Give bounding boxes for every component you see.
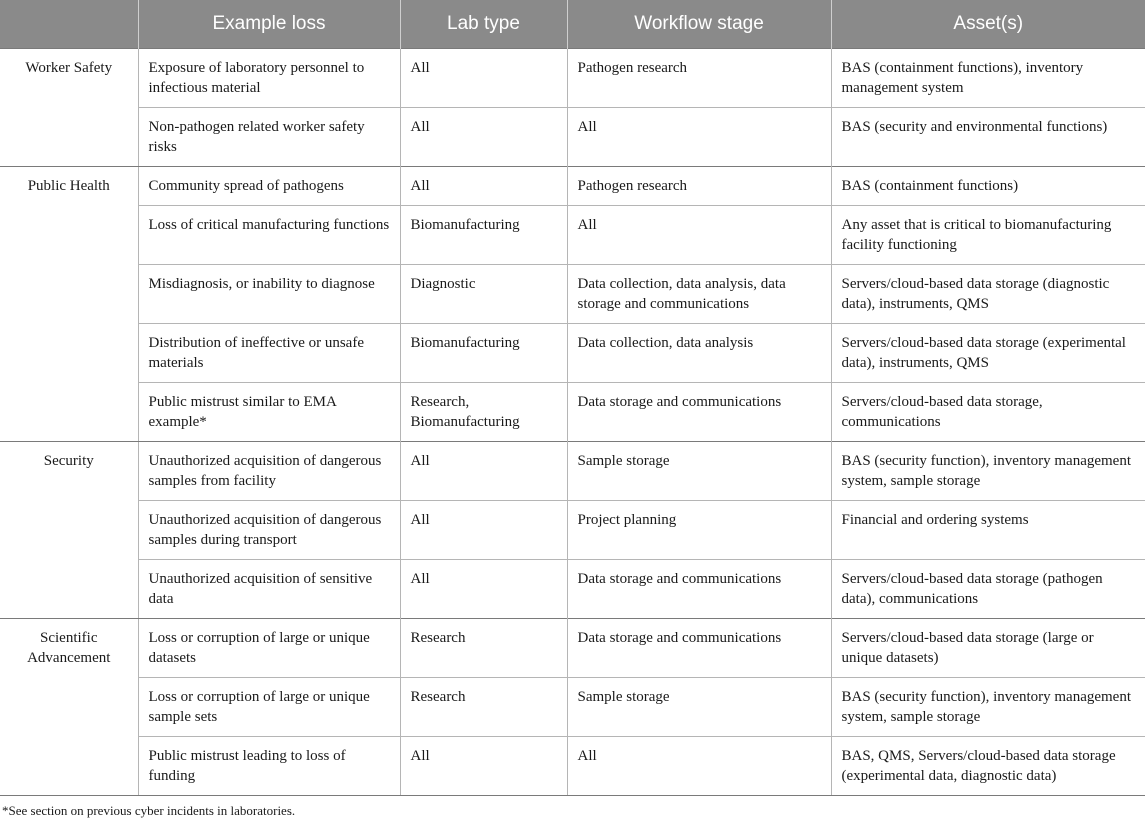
loss-cell: Community spread of pathogens (138, 166, 400, 205)
stage-cell: Pathogen research (567, 166, 831, 205)
lab-type-cell: All (400, 736, 567, 795)
assets-cell: BAS, QMS, Servers/cloud-based data storage (experimental data, diagnostic data) (831, 736, 1145, 795)
stage-cell: Data collection, data analysis, data storage and communications (567, 264, 831, 323)
header-workflow-stage: Workflow stage (567, 0, 831, 48)
table-row (0, 559, 1145, 618)
table-row (0, 166, 1145, 205)
table-row (0, 264, 1145, 323)
lab-type-cell: Research (400, 618, 567, 677)
loss-cell: Exposure of laboratory personnel to infectious material (138, 48, 400, 107)
table-row (0, 107, 1145, 166)
lab-type-cell: Biomanufacturing (400, 323, 567, 382)
loss-cell: Unauthorized acquisition of dangerous samples during transport (138, 500, 400, 559)
lab-type-cell: All (400, 48, 567, 107)
header-assets: Asset(s) (831, 0, 1145, 48)
loss-cell: Loss or corruption of large or unique sample sets (138, 677, 400, 736)
header-lab-type: Lab type (400, 0, 567, 48)
loss-cell: Misdiagnosis, or inability to diagnose (138, 264, 400, 323)
table-row (0, 205, 1145, 264)
assets-cell: Servers/cloud-based data storage, communications (831, 382, 1145, 441)
category-cell: Security (0, 441, 138, 618)
assets-cell: Servers/cloud-based data storage (experimental data), instruments, QMS (831, 323, 1145, 382)
lab-type-cell: All (400, 166, 567, 205)
lab-type-cell: All (400, 559, 567, 618)
assets-cell: BAS (security and environmental functions) (831, 107, 1145, 166)
lab-type-cell: All (400, 500, 567, 559)
assets-cell: BAS (containment functions), inventory management system (831, 48, 1145, 107)
assets-cell: Servers/cloud-based data storage (pathogen data), communications (831, 559, 1145, 618)
assets-cell: BAS (security function), inventory management system, sample storage (831, 441, 1145, 500)
assets-cell: Servers/cloud-based data storage (large or unique datasets) (831, 618, 1145, 677)
table-row (0, 441, 1145, 500)
loss-cell: Public mistrust leading to loss of funding (138, 736, 400, 795)
footnote: *See section on previous cyber incidents in laboratories. (2, 803, 296, 818)
assets-cell: BAS (containment functions) (831, 166, 1145, 205)
loss-cell: Loss or corruption of large or unique datasets (138, 618, 400, 677)
stage-cell: Sample storage (567, 441, 831, 500)
header-category (0, 0, 138, 48)
category-cell: Worker Safety (0, 48, 138, 166)
stage-cell: All (567, 205, 831, 264)
stage-cell: Data storage and communications (567, 382, 831, 441)
stage-cell: Data storage and communications (567, 559, 831, 618)
loss-cell: Unauthorized acquisition of sensitive data (138, 559, 400, 618)
table-row (0, 323, 1145, 382)
stage-cell: Project planning (567, 500, 831, 559)
assets-cell: Servers/cloud-based data storage (diagnostic data), instruments, QMS (831, 264, 1145, 323)
category-cell: Public Health (0, 166, 138, 441)
header-row (0, 0, 1145, 48)
stage-cell: All (567, 107, 831, 166)
category-cell: Scientific Advancement (0, 618, 138, 795)
table-row (0, 382, 1145, 441)
assets-cell: Any asset that is critical to biomanufacturing facility functioning (831, 205, 1145, 264)
loss-cell: Unauthorized acquisition of dangerous samples from facility (138, 441, 400, 500)
assets-cell: BAS (security function), inventory management system, sample storage (831, 677, 1145, 736)
loss-cell: Public mistrust similar to EMA example* (138, 382, 400, 441)
lab-type-cell: Research, Biomanufacturing (400, 382, 567, 441)
table-row (0, 618, 1145, 677)
loss-cell: Non-pathogen related worker safety risks (138, 107, 400, 166)
loss-cell: Loss of critical manufacturing functions (138, 205, 400, 264)
header-example-loss: Example loss (138, 0, 400, 48)
lab-type-cell: Diagnostic (400, 264, 567, 323)
stage-cell: Data collection, data analysis (567, 323, 831, 382)
stage-cell: All (567, 736, 831, 795)
table-row (0, 677, 1145, 736)
table-row (0, 736, 1145, 795)
stage-cell: Pathogen research (567, 48, 831, 107)
lab-type-cell: All (400, 441, 567, 500)
table-row (0, 48, 1145, 107)
assets-cell: Financial and ordering systems (831, 500, 1145, 559)
lab-type-cell: All (400, 107, 567, 166)
table-row (0, 500, 1145, 559)
stage-cell: Data storage and communications (567, 618, 831, 677)
stage-cell: Sample storage (567, 677, 831, 736)
loss-cell: Distribution of ineffective or unsafe materials (138, 323, 400, 382)
lab-type-cell: Research (400, 677, 567, 736)
lab-type-cell: Biomanufacturing (400, 205, 567, 264)
